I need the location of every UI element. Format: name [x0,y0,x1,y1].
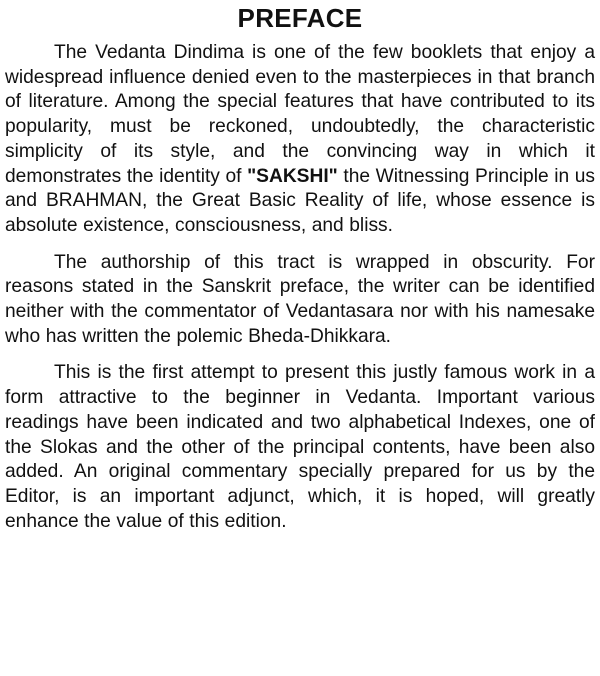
paragraph-attempt: This is the first attempt to present this justly famous work in a form attractive to the beginner in Vedanta. Important various readings have been indicated and two alphabetical Indexes, one of the Slokas and the other of the principal contents, have been also added. An original commentary specially prepared for us by the Editor, is an important adjunct, which, it is hoped, will greatly enhance the value of this edition. [5,362,595,532]
paragraph-authorship: The authorship of this tract is wrapped in obscurity. For reasons stated in the Sanskrit preface, the writer can be identified neither with the commentator of Vedantasara nor with his namesake who has written the polemic Bheda-Dhikkara. [5,251,595,347]
paragraph-intro-tail: the Witnessing Principle in us and BRAHMAN, the Great Basic Reality of life, whose essence is absolute existence, consciousness, and bliss. [5,165,596,236]
sakshi-emphasis: "SAKSHI" [247,165,338,187]
paragraph-intro-lead: The Vedanta Dindima is one of the few booklets that enjoy a widespread influence denied even to the masterpieces in that branch of literature. Among the special features that have contributed to its popularity, must be reckoned, undoubtedly, the characteristic simplicity of its style, and the convincing way in which it demonstrates the identity of [5,42,595,187]
paragraph-intro [5,41,595,239]
page-title: PREFACE [237,3,363,33]
